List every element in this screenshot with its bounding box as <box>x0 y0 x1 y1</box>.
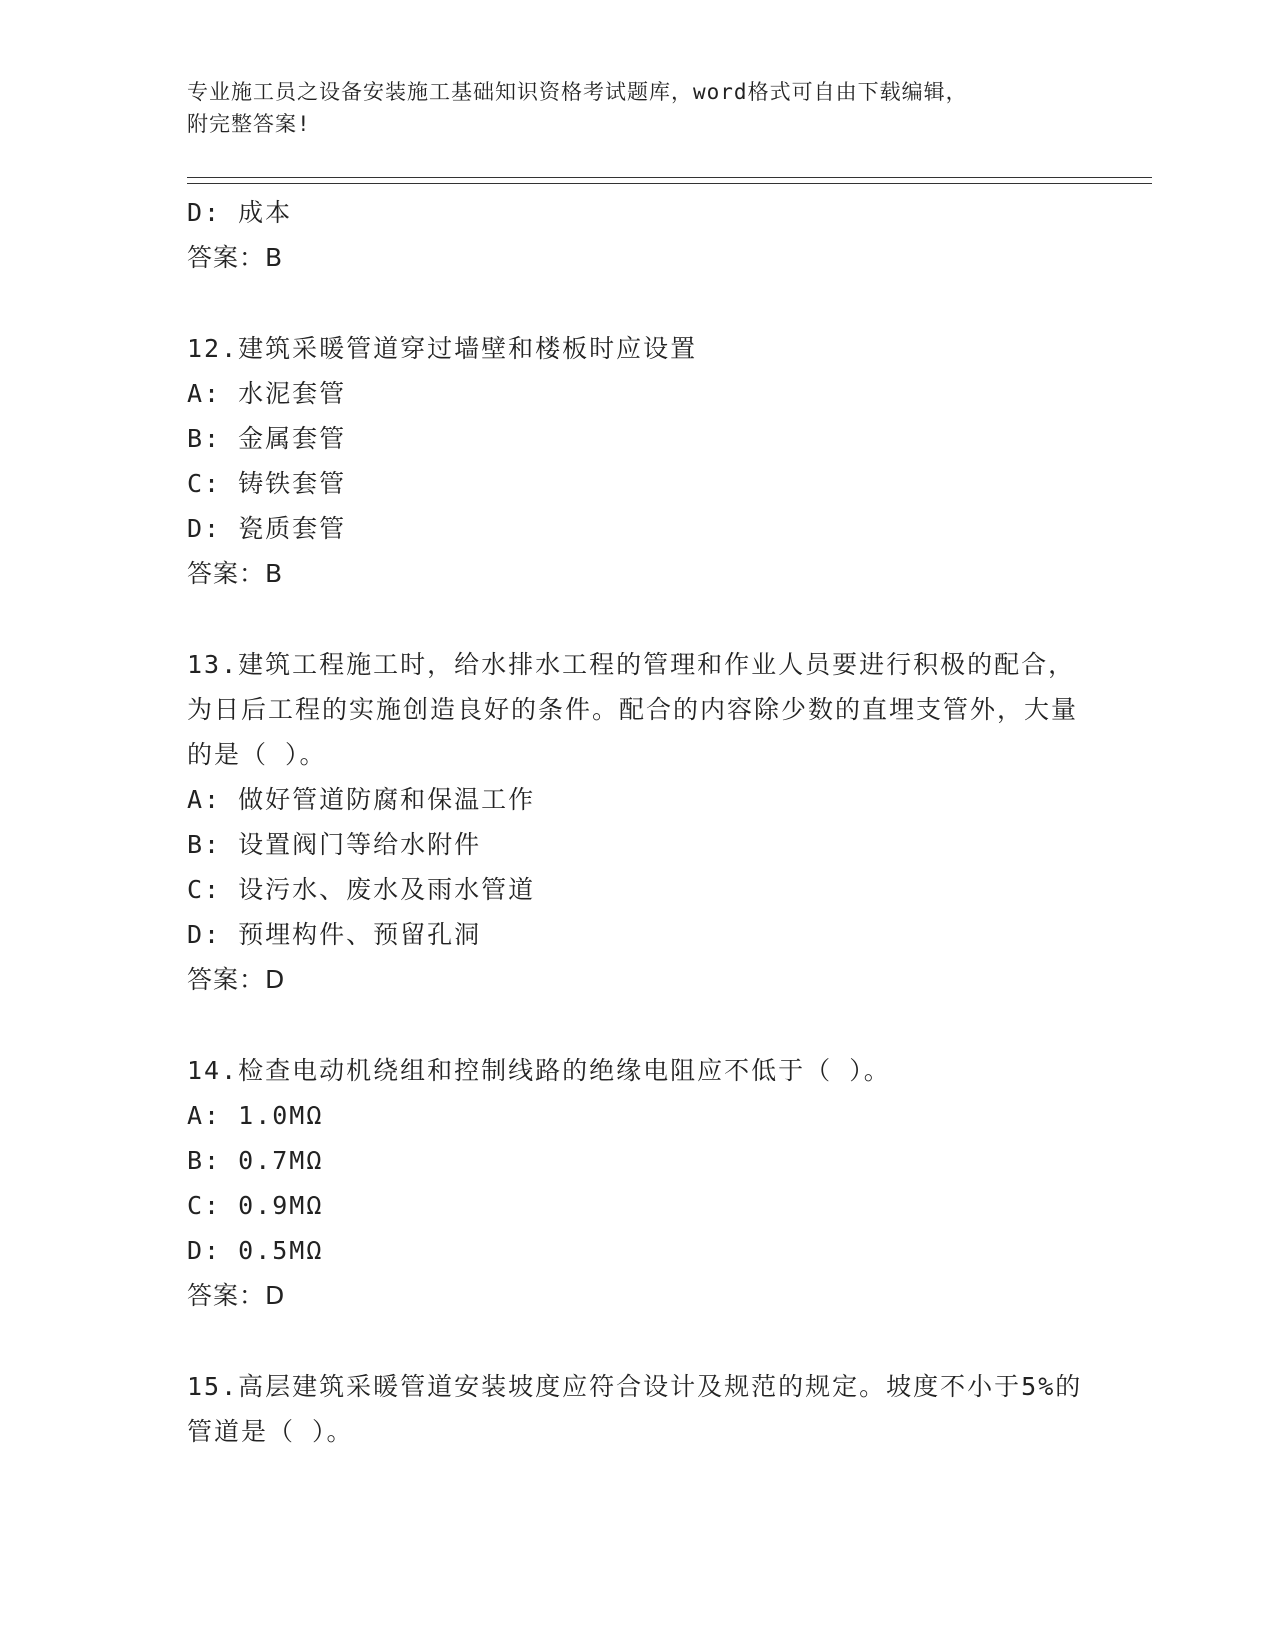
prev-answer: 答案：B <box>187 243 284 272</box>
question-15 <box>187 1364 1147 1454</box>
option-b: B: 金属套管 <box>187 424 347 453</box>
answer: 答案：D <box>187 965 286 994</box>
option-a: A: 1.0MΩ <box>187 1101 324 1130</box>
option-d: D: 0.5MΩ <box>187 1236 324 1265</box>
question-text: 12.建筑采暖管道穿过墙壁和楼板时应设置 <box>187 334 698 363</box>
option-b: B: 0.7MΩ <box>187 1146 324 1175</box>
option-d: D: 预埋构件、预留孔洞 <box>187 920 482 949</box>
option-c: C: 0.9MΩ <box>187 1191 324 1220</box>
answer: 答案：B <box>187 559 284 588</box>
question-14 <box>187 1048 1147 1318</box>
question-13 <box>187 642 1147 1002</box>
header-line-1: 专业施工员之设备安装施工基础知识资格考试题库，word格式可自由下载编辑， <box>187 80 968 104</box>
header-divider-bottom <box>187 183 1152 184</box>
document-header <box>187 76 1087 140</box>
header-line-2: 附完整答案! <box>187 112 311 136</box>
option-a: A: 水泥套管 <box>187 379 347 408</box>
question-12 <box>187 326 1147 596</box>
question-text: 15.高层建筑采暖管道安装坡度应符合设计及规范的规定。坡度不小于5%的管道是（ ）。 <box>187 1372 1083 1446</box>
option-c: C: 设污水、废水及雨水管道 <box>187 875 536 904</box>
question-text: 14.检查电动机绕组和控制线路的绝缘电阻应不低于（ ）。 <box>187 1056 891 1085</box>
option-a: A: 做好管道防腐和保温工作 <box>187 785 536 814</box>
header-divider-top <box>187 177 1152 178</box>
answer: 答案：D <box>187 1281 286 1310</box>
option-c: C: 铸铁套管 <box>187 469 347 498</box>
option-d: D: 瓷质套管 <box>187 514 347 543</box>
question-list <box>187 190 1147 1454</box>
option-b: B: 设置阀门等给水附件 <box>187 830 482 859</box>
question-text: 13.建筑工程施工时，给水排水工程的管理和作业人员要进行积极的配合，为日后工程的实施创造良好的条件。配合的内容除少数的直埋支管外，大量的是（ ）。 <box>187 650 1079 769</box>
prev-option-d: D: 成本 <box>187 198 293 227</box>
